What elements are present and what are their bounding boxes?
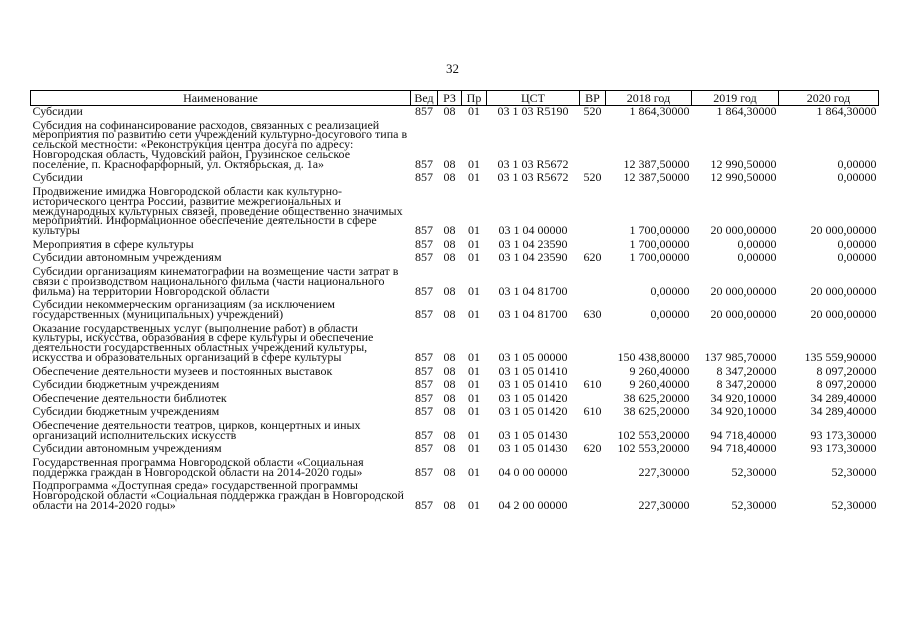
header-2018: 2018 год: [606, 91, 692, 106]
row-2020: 0,00000: [837, 170, 877, 185]
table-row: [31, 481, 879, 514]
row-cst: 03 1 04 00000: [498, 223, 568, 238]
row-rz: 08: [443, 390, 456, 405]
row-vr: 610: [583, 377, 602, 392]
row-ved: 857: [415, 250, 433, 265]
row-rz: 08: [443, 349, 456, 364]
row-pr: 01: [468, 283, 480, 298]
row-rz: 08: [443, 236, 456, 251]
row-2020: 20 000,00000: [810, 223, 877, 238]
row-2020: 52,30000: [831, 464, 877, 479]
page-number: 32: [446, 61, 459, 76]
row-2019: 34 920,10000: [710, 404, 777, 419]
row-pr: 01: [468, 363, 480, 378]
row-ved: 857: [415, 349, 433, 364]
row-2020: 52,30000: [831, 497, 877, 512]
row-vr: [580, 121, 606, 174]
row-vr: [580, 458, 606, 481]
row-name: Государственная программа Новгородской области «Социальная поддержка граждан в Новгородской области на 2014-2020 годы»: [32, 454, 364, 479]
row-ved: 857: [415, 464, 433, 479]
row-rz: 08: [443, 464, 456, 479]
row-vr: [580, 267, 606, 300]
row-cst: 03 1 04 81700: [498, 306, 568, 321]
row-ved: 857: [415, 390, 433, 405]
row-name: Субсидии некоммерческим организациям (за исключением государственных (муниципальных) учреждений): [32, 297, 336, 321]
row-pr: 01: [468, 170, 480, 185]
row-2019: 0,00000: [737, 250, 777, 265]
row-2018: 102 553,20000: [617, 441, 690, 456]
row-2019: 137 985,70000: [704, 349, 777, 364]
row-name: Обеспечение деятельности библиотек: [32, 390, 227, 405]
table-row: [31, 121, 879, 174]
row-2018: 9 260,40000: [629, 377, 690, 392]
row-2019: 94 718,40000: [710, 441, 777, 456]
row-2020: 34 289,40000: [810, 390, 877, 405]
row-name: Субсидии автономным учреждениям: [32, 441, 222, 456]
row-rz: 08: [443, 223, 456, 238]
row-2019: 20 000,00000: [710, 306, 777, 321]
row-pr: 01: [468, 349, 480, 364]
row-pr: 01: [468, 427, 480, 442]
row-name: Оказание государственных услуг (выполнение работ) в области культуры, искусства, образования в сфере культуры и обеспечение деятельности государственных областных учреждений культуры, искусства и образовательных организаций в сфере культуры: [32, 320, 374, 364]
row-rz: 08: [443, 441, 456, 456]
row-rz: 08: [443, 377, 456, 392]
row-2019: 94 718,40000: [710, 427, 777, 442]
row-pr: 01: [468, 377, 480, 392]
row-2018: 1 864,30000: [629, 104, 690, 118]
row-vr: 520: [583, 170, 602, 185]
row-2018: 12 387,50000: [623, 170, 690, 185]
row-vr: 620: [583, 250, 602, 265]
row-2018: 38 625,20000: [623, 404, 690, 419]
row-ved: 857: [415, 236, 433, 251]
row-cst: 03 1 03 R5190: [497, 104, 569, 118]
row-2019: 8 347,20000: [716, 377, 777, 392]
row-cst: 03 1 05 01410: [498, 377, 568, 392]
row-2019: 12 990,50000: [710, 170, 777, 185]
row-ved: 857: [415, 104, 433, 118]
row-2018: 1 700,00000: [629, 236, 690, 251]
row-2020: 0,00000: [837, 236, 877, 251]
row-vr: 520: [583, 104, 602, 118]
row-pr: 01: [468, 236, 480, 251]
header-vr: ВР: [580, 91, 606, 106]
row-2018: 150 438,80000: [617, 349, 690, 364]
row-cst: 03 1 03 R5672: [497, 156, 569, 171]
header-2020: 2020 год: [779, 91, 879, 106]
row-2020: 1 864,30000: [816, 104, 877, 118]
row-2020: 8 097,20000: [816, 363, 877, 378]
header-pr: Пр: [462, 91, 487, 106]
row-pr: 01: [468, 306, 480, 321]
row-pr: 01: [468, 223, 480, 238]
row-pr: 01: [468, 390, 480, 405]
row-2019: 0,00000: [737, 236, 777, 251]
row-cst: 03 1 05 01420: [498, 390, 568, 405]
row-2019: 52,30000: [731, 464, 777, 479]
row-2018: 9 260,40000: [629, 363, 690, 378]
row-cst: 03 1 03 R5672: [497, 170, 569, 185]
row-rz: 08: [443, 250, 456, 265]
row-2018: 227,30000: [638, 497, 690, 512]
row-name: Субсидии автономным учреждениям: [32, 250, 222, 265]
row-2020: 0,00000: [837, 250, 877, 265]
row-vr: 620: [583, 441, 602, 456]
row-cst: 03 1 04 81700: [498, 283, 568, 298]
table-row: [31, 187, 879, 240]
row-2018: 1 700,00000: [629, 250, 690, 265]
row-2018: 227,30000: [638, 464, 690, 479]
row-cst: 03 1 04 23590: [498, 250, 568, 265]
row-ved: 857: [415, 170, 433, 185]
row-pr: 01: [468, 441, 480, 456]
row-rz: 08: [443, 283, 456, 298]
row-ved: 857: [415, 363, 433, 378]
row-name: Подпрограмма «Доступная среда» государственной программы Новгородской области «Социальная поддержка граждан в Новгородской области на 2014-2020 годы»: [32, 478, 404, 512]
row-ved: 857: [415, 223, 433, 238]
row-2019: 12 990,50000: [710, 156, 777, 171]
row-2018: 0,00000: [650, 306, 690, 321]
row-2019: 52,30000: [731, 497, 777, 512]
row-rz: 08: [443, 497, 456, 512]
header-rz: РЗ: [438, 91, 462, 106]
table-row: [31, 267, 879, 300]
row-2019: 20 000,00000: [710, 223, 777, 238]
row-rz: 08: [443, 170, 456, 185]
row-rz: 08: [443, 104, 456, 118]
row-cst: 03 1 05 01420: [498, 404, 568, 419]
row-pr: 01: [468, 156, 480, 171]
row-pr: 01: [468, 497, 480, 512]
row-2020: 8 097,20000: [816, 377, 877, 392]
row-ved: 857: [415, 377, 433, 392]
row-2020: 34 289,40000: [810, 404, 877, 419]
row-name: Субсидии бюджетным учреждениям: [32, 377, 220, 392]
row-2018: 38 625,20000: [623, 390, 690, 405]
row-2020: 135 559,90000: [804, 349, 877, 364]
row-rz: 08: [443, 306, 456, 321]
row-pr: 01: [468, 104, 480, 118]
row-rz: 08: [443, 404, 456, 419]
row-vr: [580, 481, 606, 514]
table-row: [31, 324, 879, 367]
row-2019: 8 347,20000: [716, 363, 777, 378]
row-2020: 20 000,00000: [810, 283, 877, 298]
row-pr: 01: [468, 250, 480, 265]
row-rz: 08: [443, 363, 456, 378]
row-ved: 857: [415, 283, 433, 298]
header-ved: Вед: [411, 91, 438, 106]
row-2020: 93 173,30000: [810, 427, 877, 442]
header-cst: ЦСТ: [487, 91, 580, 106]
table-row: [31, 300, 879, 323]
row-cst: 03 1 05 00000: [498, 349, 568, 364]
row-ved: 857: [415, 306, 433, 321]
row-cst: 03 1 05 01430: [498, 441, 568, 456]
row-ved: 857: [415, 404, 433, 419]
row-name: Обеспечение деятельности театров, цирков, концертных и иных организаций исполнительских искусств: [32, 417, 361, 442]
row-vr: 630: [583, 306, 602, 321]
row-2019: 20 000,00000: [710, 283, 777, 298]
row-2020: 93 173,30000: [810, 441, 877, 456]
row-2019: 34 920,10000: [710, 390, 777, 405]
row-vr: 610: [583, 404, 602, 419]
row-name: Субсидия на софинансирование расходов, связанных с реализацией мероприятия по развитию сети учреждений культурно-досугового типа в сельской местности: «Реконструкция центра досуга по адресу: Новгородская область, Чудовский район, Грузинское сельское поселение, п. Краснофарфорный, ул. Октябрьская, д. 1а»: [32, 117, 408, 171]
header-name: Наименование: [31, 91, 411, 106]
row-2018: 0,00000: [650, 283, 690, 298]
row-rz: 08: [443, 156, 456, 171]
row-name: Обеспечение деятельности музеев и постоянных выставок: [32, 363, 333, 378]
row-2018: 12 387,50000: [623, 156, 690, 171]
row-ved: 857: [415, 497, 433, 512]
row-cst: 03 1 05 01410: [498, 363, 568, 378]
row-ved: 857: [415, 156, 433, 171]
header-2019: 2019 год: [692, 91, 779, 106]
row-2019: 1 864,30000: [716, 104, 777, 118]
row-ved: 857: [415, 427, 433, 442]
row-vr: [580, 187, 606, 240]
row-pr: 01: [468, 404, 480, 419]
row-rz: 08: [443, 427, 456, 442]
row-name: Субсидии организациям кинематографии на возмещение части затрат в связи с производством национального фильма (части национального фильма) на территории Новгородской области: [32, 263, 399, 298]
row-name: Мероприятия в сфере культуры: [32, 236, 194, 251]
row-vr: [580, 324, 606, 367]
row-2020: 20 000,00000: [810, 306, 877, 321]
budget-table: [30, 90, 879, 514]
row-cst: 04 2 00 00000: [498, 497, 568, 512]
row-pr: 01: [468, 464, 480, 479]
row-name: Субсидии: [32, 104, 83, 118]
row-name: Субсидии: [32, 170, 83, 185]
row-cst: 04 0 00 00000: [498, 464, 568, 479]
row-2020: 0,00000: [837, 156, 877, 171]
row-ved: 857: [415, 441, 433, 456]
row-2018: 1 700,00000: [629, 223, 690, 238]
row-cst: 03 1 04 23590: [498, 236, 568, 251]
row-name: Субсидии бюджетным учреждениям: [32, 404, 220, 419]
row-2018: 102 553,20000: [617, 427, 690, 442]
row-name: Продвижение имиджа Новгородской области как культурно-исторического центра России, развитие межрегиональных и международных культурных связей, проведение общественно значимых мероприятий. Информационное обеспечение деятельности в сфере культуры: [32, 183, 403, 238]
row-cst: 03 1 05 01430: [498, 427, 568, 442]
